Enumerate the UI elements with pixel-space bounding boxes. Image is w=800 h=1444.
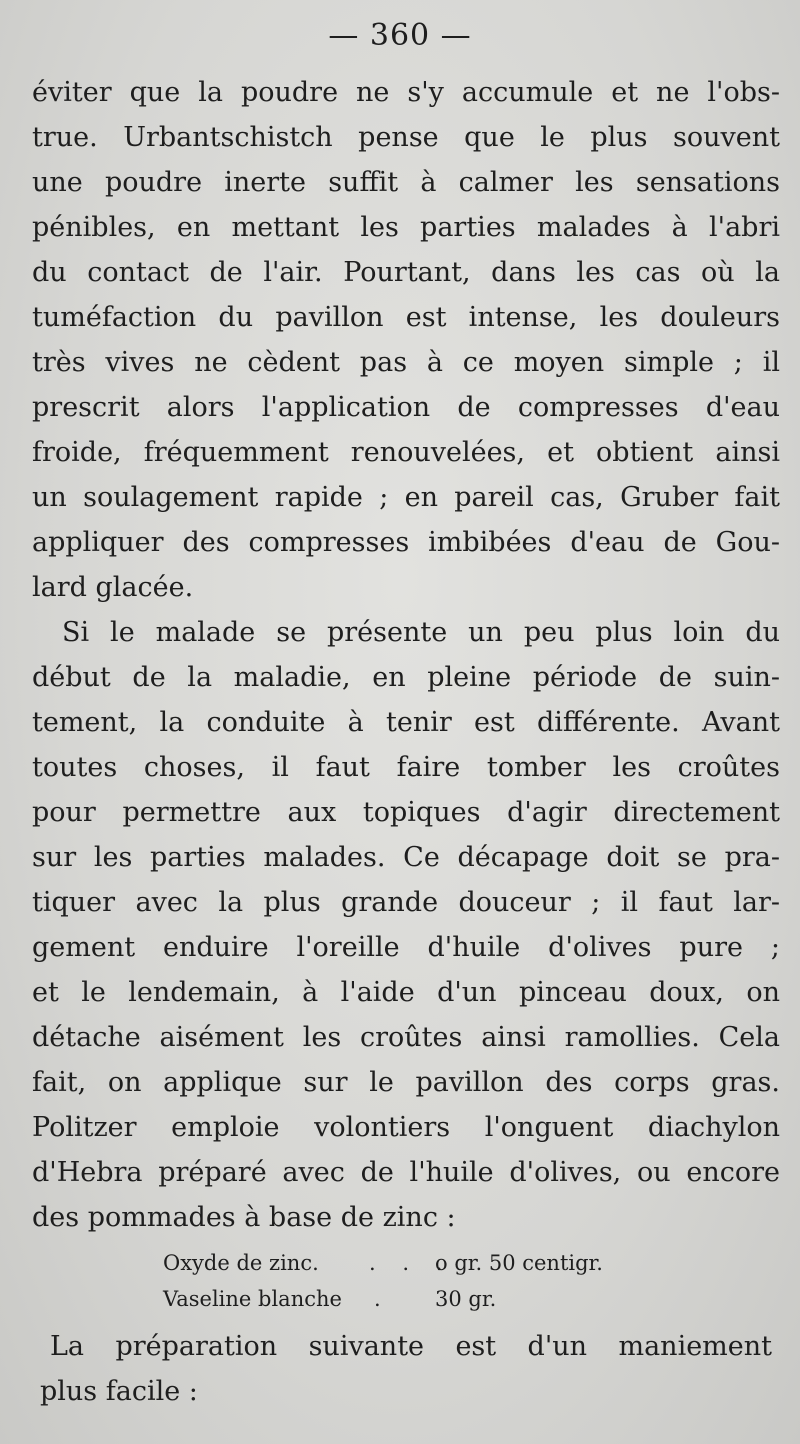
main-text — [32, 70, 780, 1240]
text-line: sur les parties malades. Ce décapage doit se pra- — [32, 842, 780, 873]
text-line: et le lendemain, à l'aide d'un pinceau doux, on — [32, 977, 780, 1008]
text-line: du contact de l'air. Pourtant, dans les cas où la — [32, 257, 780, 288]
recipe-line — [163, 1248, 603, 1278]
text-line: une poudre inerte suffit à calmer les sensations — [32, 167, 780, 198]
recipe-leader-dots: . — [374, 1287, 391, 1311]
recipe-leader-dots: . . . — [369, 1251, 453, 1275]
text-line: des pommades à base de zinc : — [32, 1202, 456, 1233]
text-line: tiquer avec la plus grande douceur ; il faut lar- — [32, 887, 780, 918]
text-line: true. Urbantschistch pense que le plus souvent — [32, 122, 780, 153]
recipe-amount: o gr. 50 centigr. — [435, 1251, 603, 1275]
text-line: détache aisément les croûtes ainsi ramollies. Cela — [32, 1022, 780, 1053]
text-line: éviter que la poudre ne s'y accumule et ne l'obs- — [32, 77, 780, 108]
text-line: toutes choses, il faut faire tomber les croûtes — [32, 752, 780, 783]
text-line: La préparation suivante est d'un maniement — [50, 1331, 772, 1362]
text-line: très vives ne cèdent pas à ce moyen simple ; il — [32, 347, 780, 378]
text-line: tuméfaction du pavillon est intense, les douleurs — [32, 302, 780, 333]
text-line: Si le malade se présente un peu plus loin du — [62, 617, 780, 648]
text-line: d'Hebra préparé avec de l'huile d'olives, ou encore — [32, 1157, 780, 1188]
text-line: pénibles, en mettant les parties malades à l'abri — [32, 212, 780, 243]
closing-text — [40, 1324, 772, 1414]
recipe-ingredient: Oxyde de zinc. — [163, 1251, 319, 1275]
text-line: froide, fréquemment renouvelées, et obtient ainsi — [32, 437, 780, 468]
text-line: fait, on applique sur le pavillon des corps gras. — [32, 1067, 780, 1098]
text-line: début de la maladie, en pleine période de suin- — [32, 662, 780, 693]
text-line: tement, la conduite à tenir est différente. Avant — [32, 707, 780, 738]
text-line: pour permettre aux topiques d'agir directement — [32, 797, 780, 828]
text-line: un soulagement rapide ; en pareil cas, Gruber fait — [32, 482, 780, 513]
recipe-ingredient: Vaseline blanche — [163, 1287, 342, 1311]
text-line: appliquer des compresses imbibées d'eau de Gou- — [32, 527, 780, 558]
text-line: prescrit alors l'application de compresses d'eau — [32, 392, 780, 423]
text-line: plus facile : — [40, 1376, 198, 1407]
text-line: gement enduire l'oreille d'huile d'olives pure ; — [32, 932, 780, 963]
text-line: lard glacée. — [32, 572, 194, 603]
recipe-line — [163, 1284, 496, 1314]
page-number: — 360 — — [328, 18, 472, 53]
text-line: Politzer emploie volontiers l'onguent diachylon — [32, 1112, 780, 1143]
recipe-amount: 30 gr. — [435, 1287, 497, 1311]
